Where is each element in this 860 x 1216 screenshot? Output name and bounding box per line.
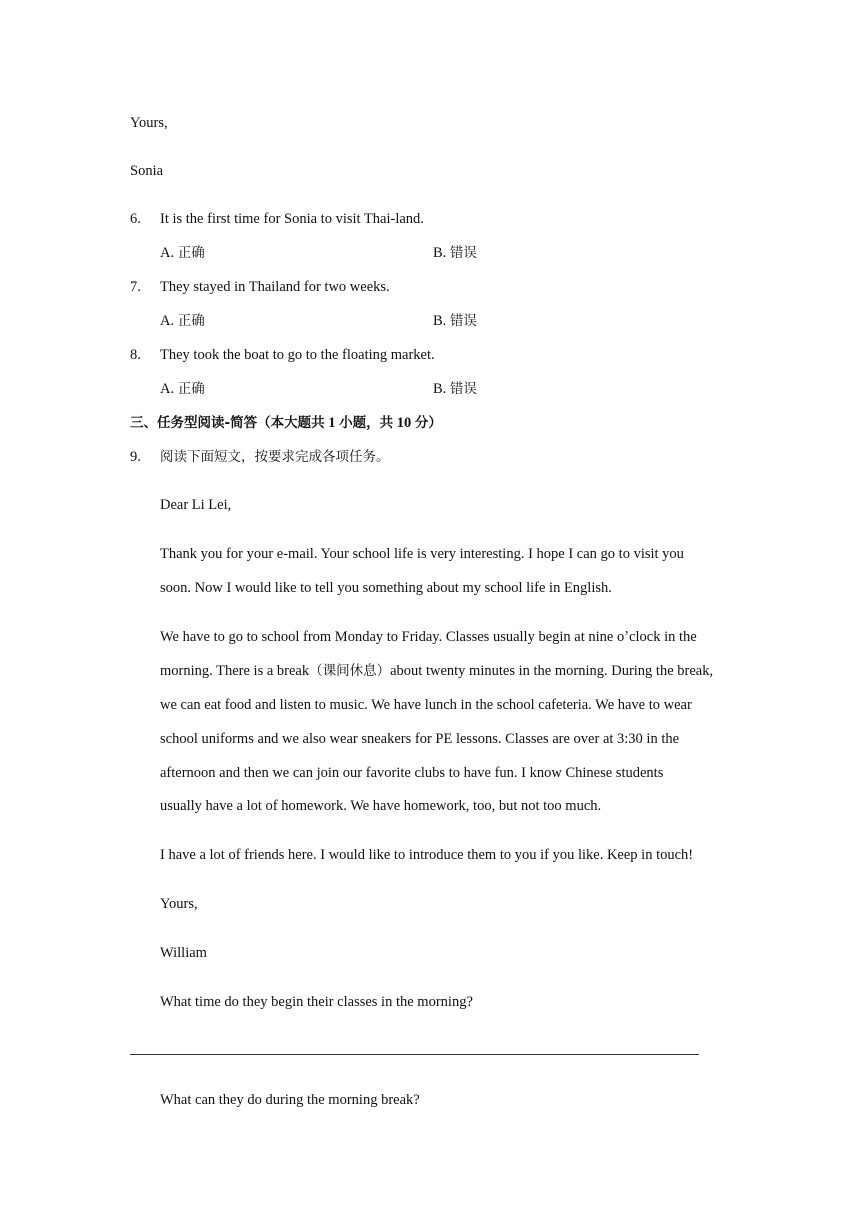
letter-greeting: Dear Li Lei, — [160, 497, 232, 513]
option-letter: B. — [433, 313, 447, 329]
question-text: They stayed in Thailand for two weeks. — [160, 279, 390, 295]
question-instruction: 阅读下面短文，按要求完成各项任务。 — [160, 449, 390, 465]
paragraph-line: Thank you for your e-mail. Your school life is very interesting. I hope I can go to visit you — [160, 546, 684, 562]
heading-number: 10 — [396, 415, 412, 431]
option-text: 错误 — [449, 381, 477, 397]
letter-signature: Sonia — [130, 163, 164, 179]
letter-signature: William — [160, 945, 207, 961]
paragraph-line: usually have a lot of homework. We have homework, too, but not too much. — [160, 798, 602, 814]
option-a — [160, 312, 205, 330]
option-a — [160, 380, 205, 398]
option-text: 错误 — [449, 313, 477, 329]
paragraph-line: afternoon and then we can join our favorite clubs to have fun. I know Chinese students — [160, 765, 664, 781]
paragraph-line — [160, 662, 713, 680]
sub-question-1: What time do they begin their classes in the morning? — [160, 994, 473, 1010]
letter-closing: Yours, — [160, 896, 198, 912]
option-text: 错误 — [449, 245, 477, 261]
option-letter: A. — [160, 313, 175, 329]
answer-line[interactable] — [130, 1054, 699, 1055]
paragraph-line: school uniforms and we also wear sneakers for PE lessons. Classes are over at 3:30 in the — [160, 731, 680, 747]
paragraph-line: We have to go to school from Monday to Friday. Classes usually begin at nine oʼclock in the — [160, 629, 697, 645]
option-b — [433, 244, 477, 262]
option-letter: A. — [160, 381, 175, 397]
option-text: 正确 — [177, 381, 205, 397]
paragraph-text: morning. There is a break — [160, 663, 310, 679]
heading-number: 1 — [328, 415, 336, 431]
heading-text: 三、任务型阅读-简答（本大题共 — [130, 415, 325, 431]
option-letter: A. — [160, 245, 175, 261]
question-text: It is the first time for Sonia to visit Thai-land. — [160, 211, 424, 227]
question-number: 7. — [130, 279, 141, 295]
question-number: 8. — [130, 347, 141, 363]
letter-closing: Yours, — [130, 115, 168, 131]
question-number: 9. — [130, 449, 141, 465]
option-text: 正确 — [177, 313, 205, 329]
paragraph-gloss: （课间休息） — [309, 663, 391, 679]
sub-question-2: What can they do during the morning break? — [160, 1092, 420, 1108]
question-number: 6. — [130, 211, 141, 227]
option-a — [160, 244, 205, 262]
question-text: They took the boat to go to the floating market. — [160, 347, 435, 363]
section-heading — [130, 414, 442, 432]
option-b — [433, 380, 477, 398]
paragraph-line: I have a lot of friends here. I would like to introduce them to you if you like. Keep in touch! — [160, 847, 694, 863]
option-letter: B. — [433, 381, 447, 397]
option-letter: B. — [433, 245, 447, 261]
option-text: 正确 — [177, 245, 205, 261]
paragraph-text: about twenty minutes in the morning. During the break, — [390, 663, 714, 679]
paragraph-line: we can eat food and listen to music. We have lunch in the school cafeteria. We have to wear — [160, 697, 692, 713]
heading-text: 小题，共 — [339, 415, 394, 431]
heading-text: 分） — [414, 415, 442, 431]
option-b — [433, 312, 477, 330]
paragraph-line: soon. Now I would like to tell you something about my school life in English. — [160, 580, 612, 596]
